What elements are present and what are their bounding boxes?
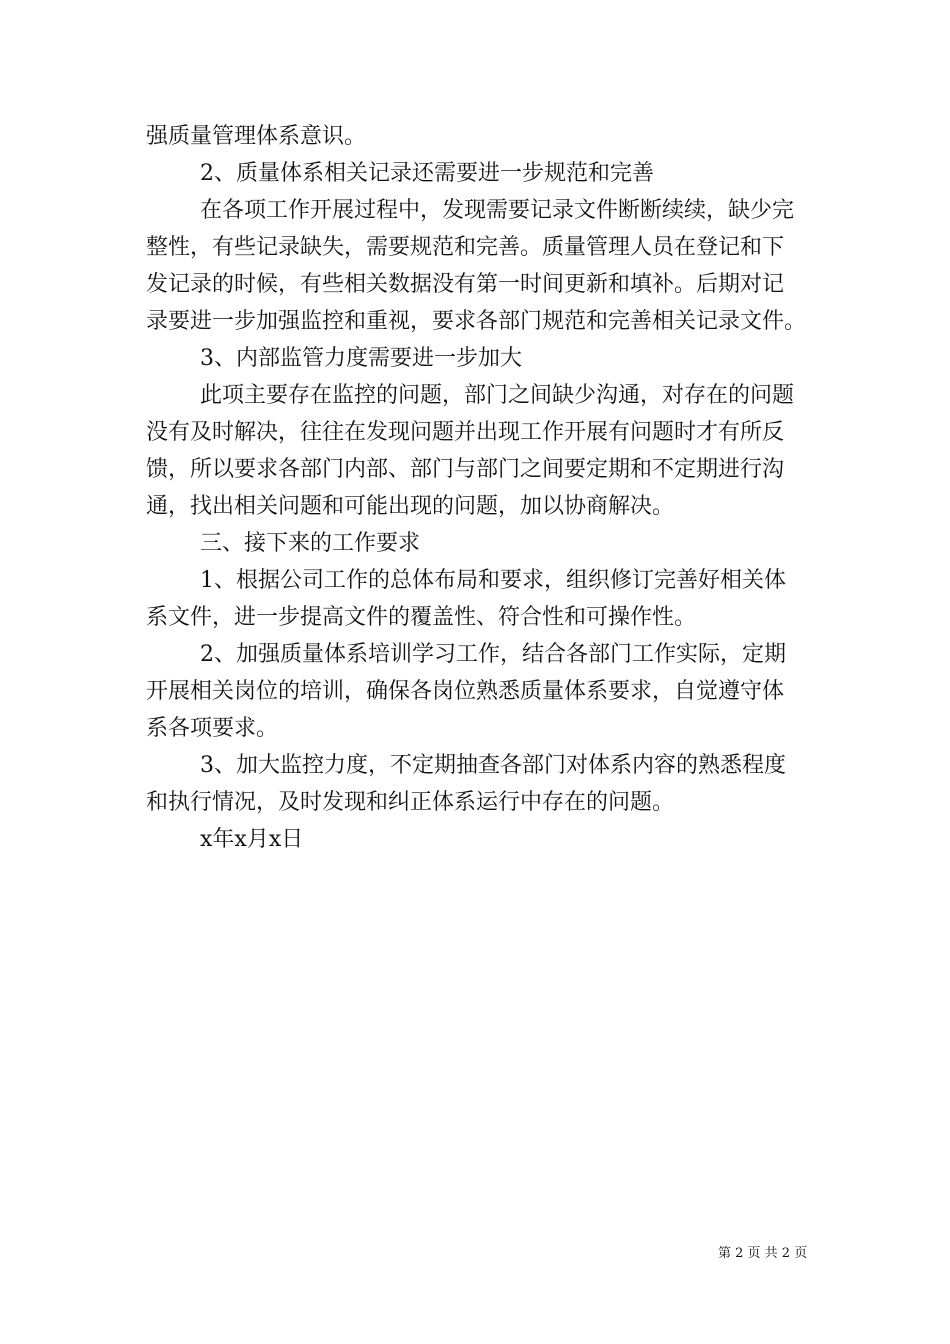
text-line: 系文件，进一步提高文件的覆盖性、符合性和可操作性。 <box>146 605 697 630</box>
text-line: 强质量管理体系意识。 <box>146 124 367 149</box>
section-heading: 三、接下来的工作要求 <box>200 531 421 556</box>
text-line: 录要进一步加强监控和重视，要求各部门规范和完善相关记录文件。 <box>146 309 807 334</box>
text-line: 发记录的时候，有些相关数据没有第一时间更新和填补。后期对记 <box>146 272 785 297</box>
text-line: 整性，有些记录缺失，需要规范和完善。质量管理人员在登记和下 <box>146 235 785 260</box>
text-line: 没有及时解决，往往在发现问题并出现工作开展有问题时才有所反 <box>146 420 785 445</box>
text-line: 馈，所以要求各部门内部、部门与部门之间要定期和不定期进行沟 <box>146 457 785 482</box>
section-heading: 3、内部监管力度需要进一步加大 <box>200 346 522 371</box>
text-line: 3、加大监控力度，不定期抽查各部门对体系内容的熟悉程度 <box>200 753 786 778</box>
page-number: 第 2 页 共 2 页 <box>718 1246 808 1261</box>
text-line: 通，找出相关问题和可能出现的问题，加以协商解决。 <box>146 494 675 519</box>
text-line: 此项主要存在监控的问题，部门之间缺少沟通，对存在的问题 <box>200 383 795 408</box>
text-line: 开展相关岗位的培训，确保各岗位熟悉质量体系要求，自觉遵守体 <box>146 679 785 704</box>
text-line: 2、加强质量体系培训学习工作，结合各部门工作实际，定期 <box>200 642 786 667</box>
text-line: 和执行情况，及时发现和纠正体系运行中存在的问题。 <box>146 790 675 815</box>
text-line: 在各项工作开展过程中，发现需要记录文件断断续续，缺少完 <box>200 198 795 223</box>
section-heading: 2、质量体系相关记录还需要进一步规范和完善 <box>200 161 654 186</box>
text-line: 1、根据公司工作的总体布局和要求，组织修订完善好相关体 <box>200 568 786 593</box>
document-date: x年x月x日 <box>200 827 304 852</box>
text-line: 系各项要求。 <box>146 716 279 741</box>
